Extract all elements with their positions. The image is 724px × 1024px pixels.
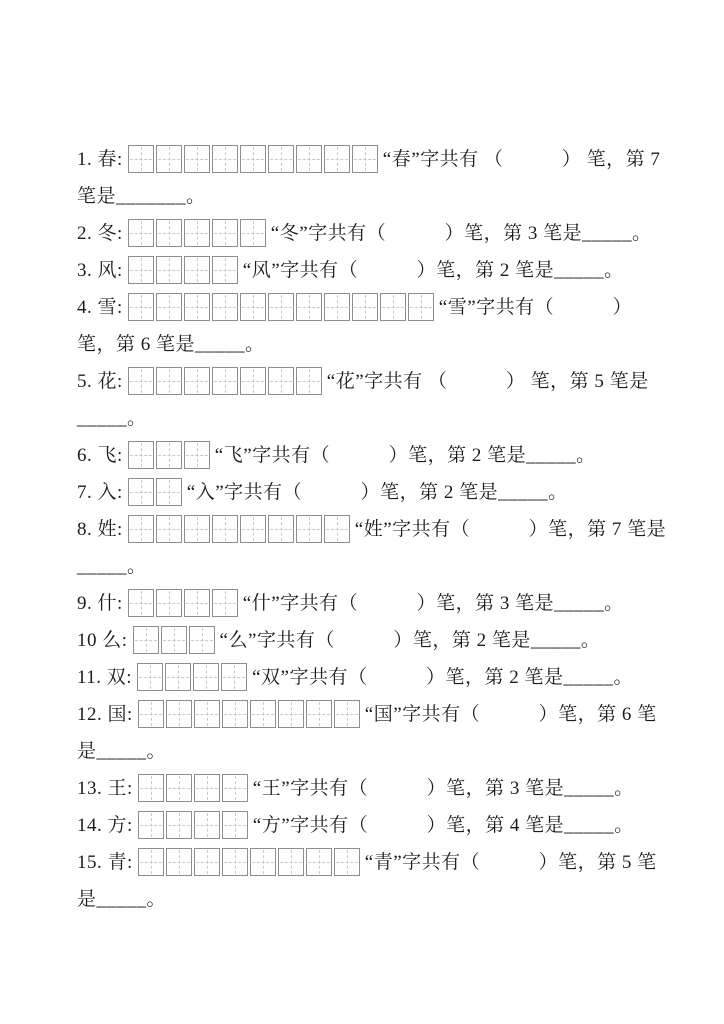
tianzige-box — [137, 663, 163, 691]
tianzige-box — [334, 700, 360, 728]
tianzige-box — [268, 145, 294, 173]
tianzige-box — [268, 515, 294, 543]
exercise-label: 8. 姓: — [77, 519, 123, 540]
tianzige-box — [296, 515, 322, 543]
question-text: “姓”字共有（ ）笔，第 7 笔是_____。 — [77, 519, 667, 577]
tianzige-box — [250, 700, 276, 728]
question-text: “雪”字共有（ ）笔，第 6 笔是_____。 — [77, 297, 633, 355]
tianzige-box — [128, 441, 154, 469]
exercise-item — [77, 141, 668, 215]
tianzige-box — [222, 700, 248, 728]
practice-grid — [128, 478, 182, 506]
tianzige-box — [156, 219, 182, 247]
question-text: “花”字共有 （ ） 笔，第 5 笔是_____。 — [77, 371, 649, 429]
question-text: “么”字共有（ ）笔，第 2 笔是_____。 — [219, 630, 601, 651]
tianzige-box — [240, 145, 266, 173]
tianzige-box — [221, 663, 247, 691]
tianzige-box — [184, 515, 210, 543]
question-text: “青”字共有（ ）笔，第 5 笔是_____。 — [77, 852, 657, 910]
tianzige-box — [189, 626, 215, 654]
practice-grid — [128, 145, 378, 173]
tianzige-box — [222, 811, 248, 839]
exercise-item — [77, 252, 668, 289]
tianzige-box — [296, 367, 322, 395]
tianzige-box — [156, 589, 182, 617]
tianzige-box — [212, 219, 238, 247]
exercise-label: 11. 双: — [77, 667, 133, 688]
tianzige-box — [156, 367, 182, 395]
tianzige-box — [194, 700, 220, 728]
exercise-label: 4. 雪: — [77, 297, 123, 318]
tianzige-box — [184, 367, 210, 395]
tianzige-box — [306, 700, 332, 728]
tianzige-box — [278, 848, 304, 876]
exercise-label: 2. 冬: — [77, 223, 123, 244]
tianzige-box — [138, 700, 164, 728]
question-text: “国”字共有（ ）笔，第 6 笔是_____。 — [77, 704, 657, 762]
tianzige-box — [296, 145, 322, 173]
tianzige-box — [334, 848, 360, 876]
practice-grid — [128, 293, 434, 321]
tianzige-box — [250, 848, 276, 876]
practice-grid — [128, 589, 238, 617]
tianzige-box — [380, 293, 406, 321]
tianzige-box — [128, 145, 154, 173]
tianzige-box — [240, 219, 266, 247]
practice-grid — [138, 700, 360, 728]
exercise-item — [77, 659, 668, 696]
exercise-label: 10 么: — [77, 630, 128, 651]
tianzige-box — [324, 145, 350, 173]
tianzige-box — [156, 145, 182, 173]
practice-grid — [138, 848, 360, 876]
tianzige-box — [194, 774, 220, 802]
exercise-label: 6. 飞: — [77, 445, 123, 466]
exercise-item — [77, 770, 668, 807]
tianzige-box — [324, 515, 350, 543]
practice-grid — [128, 256, 238, 284]
exercise-label: 7. 入: — [77, 482, 123, 503]
exercise-label: 9. 什: — [77, 593, 123, 614]
tianzige-box — [240, 367, 266, 395]
tianzige-box — [212, 589, 238, 617]
exercise-item — [77, 363, 668, 437]
question-text: “冬”字共有（ ）笔，第 3 笔是_____。 — [270, 223, 652, 244]
tianzige-box — [128, 219, 154, 247]
question-text: “风”字共有（ ）笔，第 2 笔是_____。 — [242, 260, 624, 281]
tianzige-box — [156, 478, 182, 506]
exercise-label: 1. 春: — [77, 149, 123, 170]
practice-grid — [133, 626, 215, 654]
question-text: “入”字共有（ ）笔，第 2 笔是_____。 — [186, 482, 568, 503]
tianzige-box — [352, 293, 378, 321]
tianzige-box — [306, 848, 332, 876]
tianzige-box — [166, 848, 192, 876]
exercise-item — [77, 807, 668, 844]
exercise-label: 13. 王: — [77, 778, 133, 799]
practice-grid — [128, 219, 266, 247]
tianzige-box — [212, 515, 238, 543]
tianzige-box — [161, 626, 187, 654]
practice-grid — [138, 811, 248, 839]
exercise-item — [77, 622, 668, 659]
tianzige-box — [212, 367, 238, 395]
exercise-label: 14. 方: — [77, 815, 133, 836]
tianzige-box — [268, 293, 294, 321]
tianzige-box — [184, 589, 210, 617]
tianzige-box — [240, 515, 266, 543]
tianzige-box — [156, 256, 182, 284]
exercise-item — [77, 511, 668, 585]
tianzige-box — [408, 293, 434, 321]
tianzige-box — [194, 848, 220, 876]
tianzige-box — [184, 293, 210, 321]
tianzige-box — [166, 700, 192, 728]
tianzige-box — [184, 441, 210, 469]
question-text: “春”字共有 （ ） 笔，第 7 笔是_______。 — [77, 149, 661, 207]
practice-grid — [128, 515, 350, 543]
tianzige-box — [184, 256, 210, 284]
tianzige-box — [184, 145, 210, 173]
tianzige-box — [166, 811, 192, 839]
exercise-label: 12. 国: — [77, 704, 133, 725]
tianzige-box — [212, 145, 238, 173]
practice-grid — [137, 663, 247, 691]
exercise-label: 3. 风: — [77, 260, 123, 281]
tianzige-box — [128, 589, 154, 617]
tianzige-box — [212, 256, 238, 284]
tianzige-box — [128, 478, 154, 506]
tianzige-box — [138, 848, 164, 876]
exercise-label: 5. 花: — [77, 371, 123, 392]
tianzige-box — [138, 811, 164, 839]
tianzige-box — [352, 145, 378, 173]
exercise-item — [77, 474, 668, 511]
tianzige-box — [165, 663, 191, 691]
tianzige-box — [324, 293, 350, 321]
tianzige-box — [128, 515, 154, 543]
tianzige-box — [268, 367, 294, 395]
tianzige-box — [133, 626, 159, 654]
tianzige-box — [212, 293, 238, 321]
tianzige-box — [128, 367, 154, 395]
question-text: “飞”字共有（ ）笔，第 2 笔是_____。 — [214, 445, 596, 466]
practice-grid — [128, 367, 322, 395]
tianzige-box — [296, 293, 322, 321]
exercise-item — [77, 289, 668, 363]
tianzige-box — [156, 293, 182, 321]
tianzige-box — [278, 700, 304, 728]
tianzige-box — [222, 774, 248, 802]
exercise-item — [77, 215, 668, 252]
practice-grid — [138, 774, 248, 802]
exercise-item — [77, 585, 668, 622]
tianzige-box — [128, 256, 154, 284]
tianzige-box — [156, 441, 182, 469]
question-text: “方”字共有（ ）笔，第 4 笔是_____。 — [252, 815, 634, 836]
tianzige-box — [222, 848, 248, 876]
question-text: “双”字共有（ ）笔，第 2 笔是_____。 — [252, 667, 633, 688]
exercise-item — [77, 844, 668, 918]
question-text: “王”字共有（ ）笔，第 3 笔是_____。 — [252, 778, 634, 799]
practice-grid — [128, 441, 210, 469]
exercise-item — [77, 437, 668, 474]
exercise-list — [77, 141, 668, 918]
question-text: “什”字共有（ ）笔，第 3 笔是_____。 — [242, 593, 624, 614]
tianzige-box — [194, 811, 220, 839]
tianzige-box — [240, 293, 266, 321]
exercise-label: 15. 青: — [77, 852, 133, 873]
tianzige-box — [193, 663, 219, 691]
tianzige-box — [138, 774, 164, 802]
tianzige-box — [184, 219, 210, 247]
tianzige-box — [128, 293, 154, 321]
tianzige-box — [166, 774, 192, 802]
exercise-item — [77, 696, 668, 770]
tianzige-box — [156, 515, 182, 543]
